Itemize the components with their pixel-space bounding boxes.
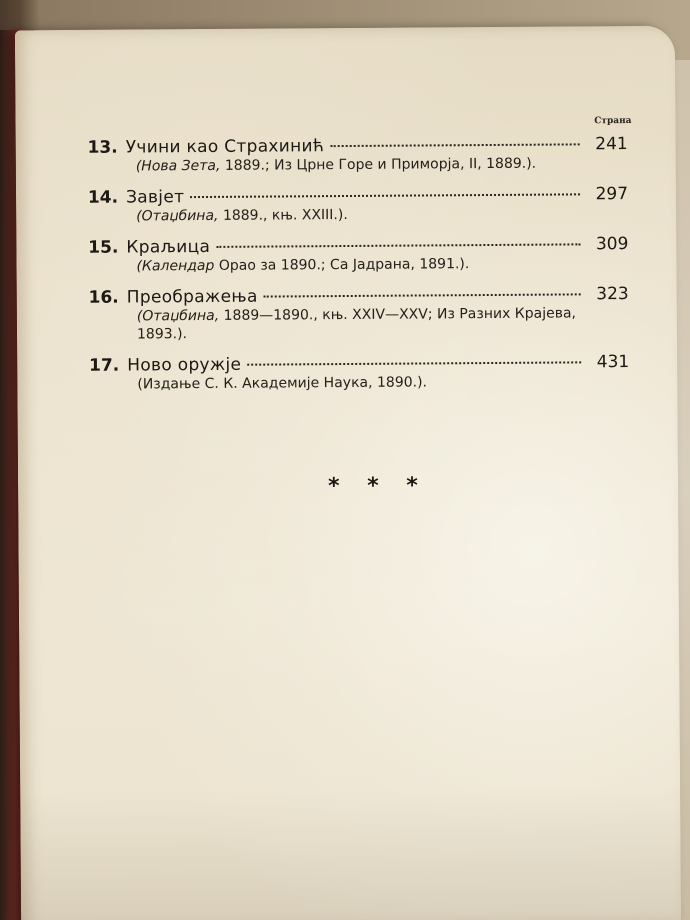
toc-entry [68, 134, 628, 176]
entry-title: Преображења [126, 286, 258, 308]
source-publication: (Отаџбина, [136, 307, 220, 325]
entry-page: 309 [595, 234, 629, 255]
entry-title: Ново оружје [127, 354, 242, 376]
source-details: 1889.; Из Црне Горе и Приморја, II, 1889.). [220, 155, 537, 174]
source-details: (Издање С. К. Академије Наука, 1890.). [137, 374, 428, 393]
entry-number: 13. [87, 137, 118, 158]
entry-source [136, 204, 576, 225]
source-publication: (Отаџбина, [136, 207, 219, 225]
page-shading [20, 786, 681, 920]
toc-entry [69, 352, 629, 394]
section-ornament: * * * [327, 473, 428, 500]
entry-number: 17. [89, 355, 120, 376]
entry-number: 15. [88, 237, 119, 258]
dot-leader [264, 293, 581, 297]
entry-title: Краљица [126, 236, 211, 258]
dot-leader [216, 243, 580, 248]
entry-source [136, 154, 576, 175]
source-details: 1889—1890., књ. XXIV—XXV; Из Разних Крајева, 1893.). [136, 305, 577, 343]
entry-number: 16. [88, 287, 119, 308]
source-publication: (Календар [136, 257, 215, 275]
entry-page: 297 [595, 184, 629, 205]
source-details: Орао за 1890.; Са Јадрана, 1891.). [214, 256, 470, 274]
page-column-header: Страна [594, 116, 632, 127]
entry-source [136, 254, 576, 275]
dot-leader [247, 361, 581, 365]
dot-leader [330, 143, 579, 147]
entry-page: 241 [595, 134, 628, 155]
book-page [15, 26, 681, 920]
entry-number: 14. [87, 187, 119, 208]
entry-source [137, 372, 577, 393]
table-of-contents [68, 116, 632, 406]
toc-entry [69, 284, 629, 344]
entry-title: Учини као Страхинић [125, 136, 325, 158]
entry-source [137, 304, 577, 343]
entry-page: 323 [596, 284, 629, 305]
toc-entry [68, 234, 628, 276]
toc-entry [68, 184, 628, 226]
entry-page: 431 [596, 352, 630, 373]
dot-leader [190, 193, 580, 198]
source-publication: (Нова Зета, [135, 157, 221, 175]
source-details: 1889., књ. XXIII.). [218, 206, 348, 224]
entry-title: Завјет [125, 187, 185, 208]
